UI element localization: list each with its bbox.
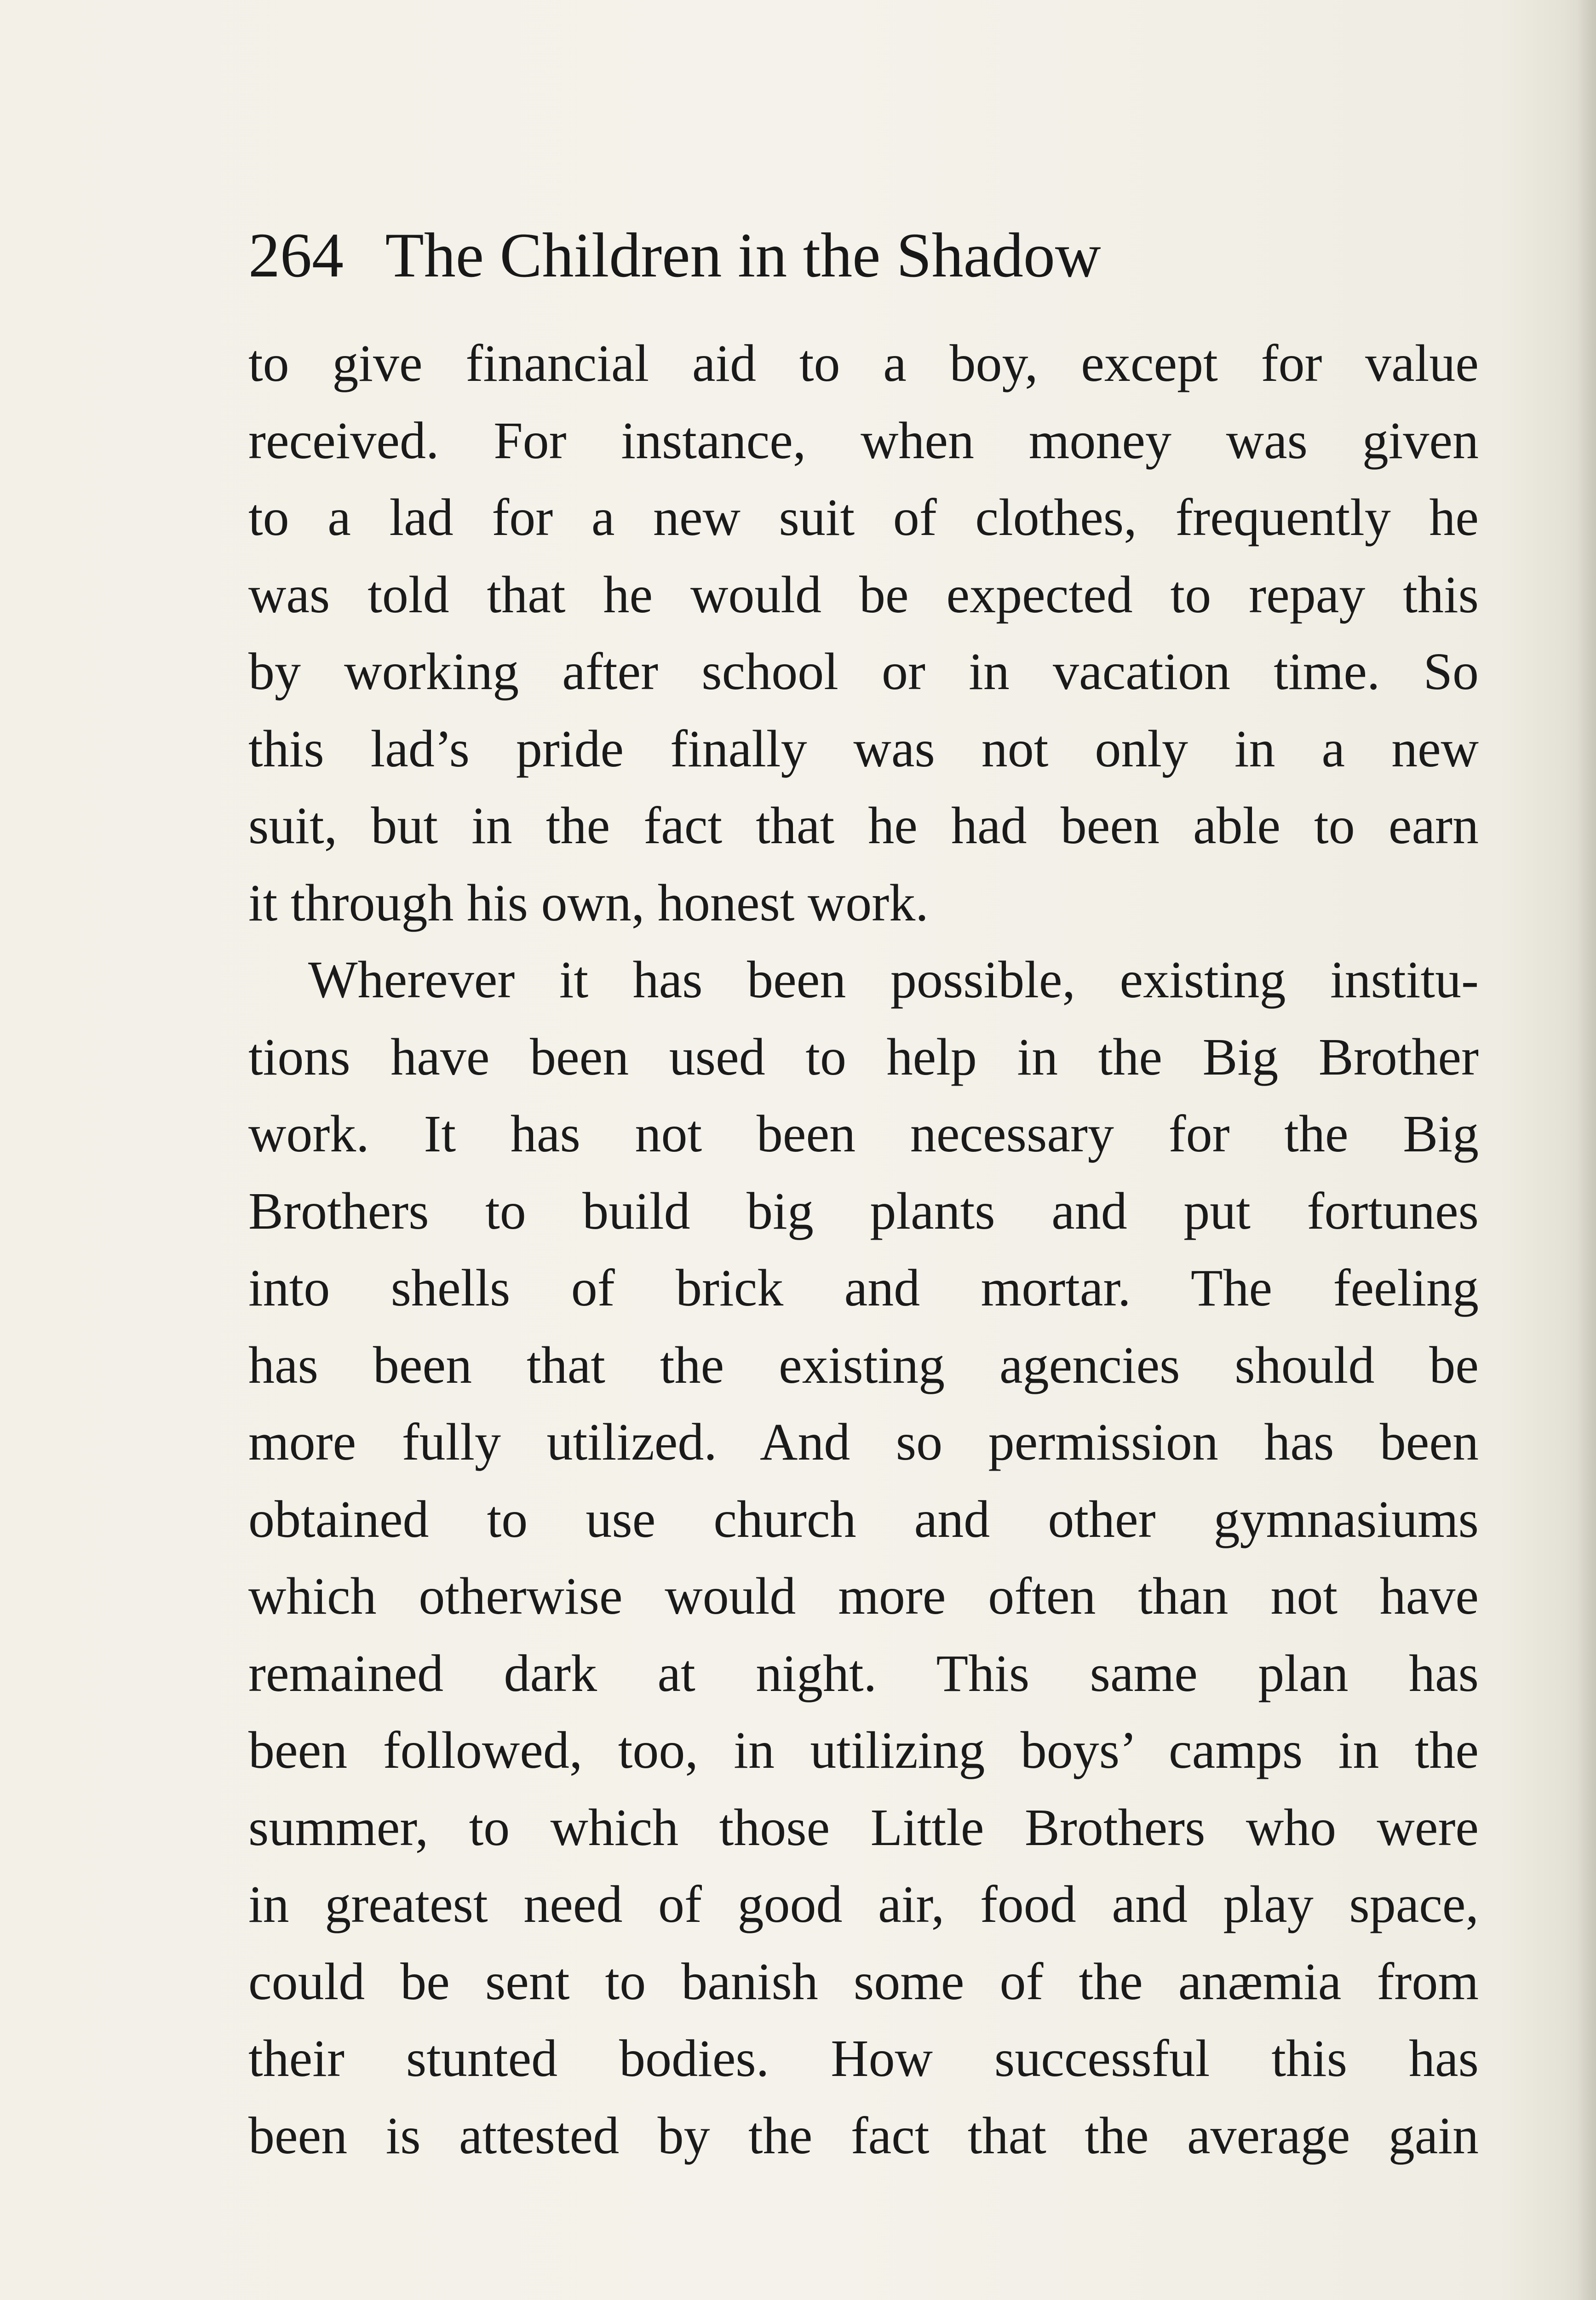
text-line: their stunted bodies. How successful this has xyxy=(248,2029,1479,2087)
text-line: was told that he would be expected to repay this xyxy=(248,565,1479,624)
text-line: into shells of brick and mortar. The feeling xyxy=(248,1259,1479,1317)
page-number: 264 xyxy=(248,220,344,290)
page-header xyxy=(248,209,1490,301)
running-title: The Children in the Shadow xyxy=(385,220,1101,290)
text-line: remained dark at night. This same plan has xyxy=(248,1644,1479,1702)
text-line: to give financial aid to a boy, except for value xyxy=(248,334,1479,392)
text-line: to a lad for a new suit of clothes, frequently he xyxy=(248,488,1479,546)
text-line: summer, to which those Little Brothers who were xyxy=(248,1798,1479,1857)
text-line: been is attested by the fact that the average gain xyxy=(248,2106,1479,2165)
text-line: work. It has not been necessary for the Big xyxy=(248,1104,1479,1163)
text-line: more fully utilized. And so permission has been xyxy=(248,1413,1479,1471)
text-line: been followed, too, in utilizing boys’ camps in the xyxy=(248,1721,1479,1779)
text-line: obtained to use church and other gymnasiums xyxy=(248,1490,1479,1548)
text-line: suit, but in the fact that he had been able to earn xyxy=(248,796,1479,855)
text-line: could be sent to banish some of the anæmia from xyxy=(248,1952,1479,2011)
text-line: has been that the existing agencies should be xyxy=(248,1336,1479,1394)
text-line: in greatest need of good air, food and play space, xyxy=(248,1875,1479,1933)
text-line: tions have been used to help in the Big Brother xyxy=(248,1028,1479,1086)
text-line: received. For instance, when money was given xyxy=(248,411,1479,470)
text-line: Brothers to build big plants and put fortunes xyxy=(248,1182,1479,1240)
text-line: it through his own, honest work. xyxy=(248,874,929,932)
text-line: Wherever it has been possible, existing institu- xyxy=(308,950,1479,1009)
page-edge-shadow xyxy=(1578,0,1596,2300)
text-line: by working after school or in vacation time. So xyxy=(248,642,1479,701)
text-line: which otherwise would more often than not have xyxy=(248,1567,1479,1625)
text-line: this lad’s pride finally was not only in a new xyxy=(248,719,1479,778)
